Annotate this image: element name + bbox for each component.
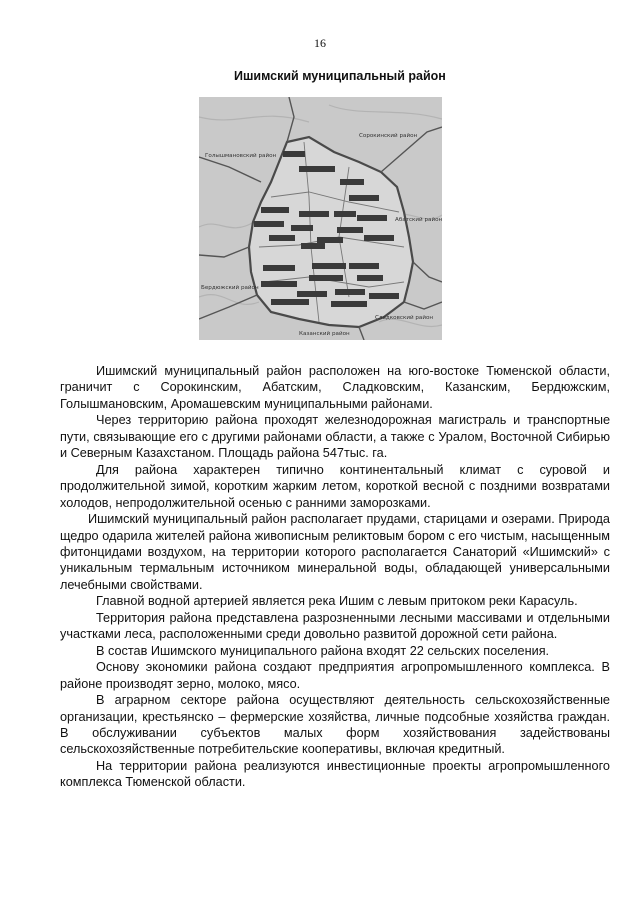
paragraph: Главной водной артерией является река Ишим с левым притоком реки Карасуль. — [96, 594, 578, 609]
page-number: 16 — [314, 36, 326, 50]
paragraph: Ишимский муниципальный район располагает прудами, старицами и озерами. Природа щедро одарила жителей района живописным реликтовым бором с его чистым, насыщенным фитонцидами воздухом, на территории которого располагается Санаторий «Ишимский» с уникальным термальным источником минеральной воды, обладающей универсальными лечебными свойствами. — [60, 512, 610, 592]
paragraph: На территории района реализуются инвестиционные проекты агропромышленного комплекса Тюменской области. — [60, 758, 610, 790]
page-title: Ишимский муниципальный район — [234, 69, 446, 83]
paragraph: В состав Ишимского муниципального района входят 22 сельских поселения. — [96, 643, 550, 658]
district-map — [199, 97, 442, 340]
map-label-golyshmanovsky: Голышмановский район — [205, 153, 277, 159]
map-label-sorokinsky: Сорокинский район — [359, 133, 418, 139]
paragraph: Территория района представлена разрозненными лесными массивами и отдельными участками леса, расположенными среди довольно развитой дорожной сети района. — [60, 610, 610, 642]
paragraph: Через территорию района проходят железнодорожная магистраль и транспортные пути, связывающие его с другими районами области, а также с Уралом, Восточной Сибирью и Северным Казахстаном. Площадь района 547тыс. га. — [60, 413, 610, 461]
map-label-abatsky: Абатский район — [395, 217, 442, 223]
paragraph: Основу экономики района создают предприятия агропромышленного комплекса. В районе производят зерно, молоко, мясо. — [60, 660, 610, 691]
paragraph: Ишимский муниципальный район расположен на юго-востоке Тюменской области, граничит с Сорокинским, Абатским, Сладковским, Казанским, Бердюжским, Голышмановским, Аромашевским муниципальными районами. — [60, 364, 610, 411]
map-label-berdyuzhsky: Бердюжский район — [201, 285, 259, 291]
map-label-sladkovsky: Сладковский район — [375, 315, 434, 321]
document-body — [60, 363, 610, 791]
paragraph: Для района характерен типично континентальный климат с суровой и продолжительной зимой, коротким жарким летом, короткой весной с поздними возвратами холодов, непродолжительной осенью с ранними заморозками. — [60, 462, 610, 510]
paragraph: В аграрном секторе района осуществляют деятельность сельскохозяйственные организации, крестьянско – фермерские хозяйства, личные подсобные хозяйства граждан. В обслуживании субъектов малых форм хозяйствования задействованы сельскохозяйственные потребительские кооперативы, включая кредитный. — [60, 693, 610, 757]
map-label-kazansky: Казанский район — [299, 331, 350, 337]
